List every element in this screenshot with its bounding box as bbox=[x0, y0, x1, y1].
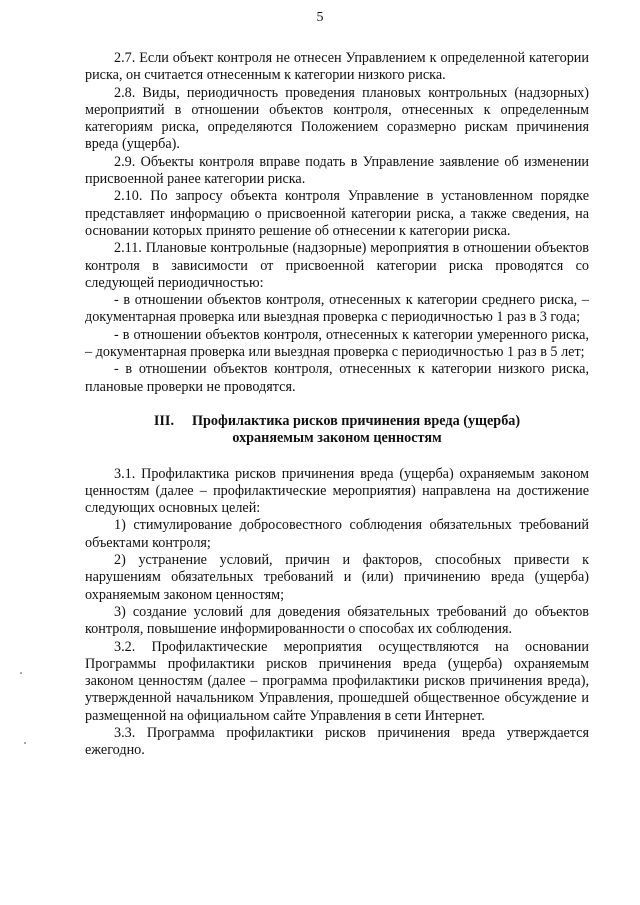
paragraph-2-7: 2.7. Если объект контроля не отнесен Управлением к определенной категории риска, он считается отнесенным к категории низкого риска. bbox=[85, 50, 589, 84]
goal-item-1: 1) стимулирование добросовестного соблюдения обязательных требований объектами контроля; bbox=[85, 517, 589, 551]
paragraph-3-3: 3.3. Программа профилактики рисков причинения вреда утверждается ежегодно. bbox=[85, 724, 589, 759]
section-title-line2: охраняемым законом ценностям bbox=[232, 430, 442, 447]
paragraph-3-1: 3.1. Профилактика рисков причинения вреда (ущерба) охраняемым законом ценностям (далее – профилактические мероприятия) направлена на достижение следующих основных целей: bbox=[85, 465, 589, 517]
document-body bbox=[85, 50, 589, 760]
bullet-moderate-risk: - в отношении объектов контроля, отнесенных к категории умеренного риска, – документарная проверка или выездная проверка с периодичностью 1 раз в 5 лет; bbox=[85, 326, 589, 361]
goal-item-2: 2) устранение условий, причин и факторов, способных привести к нарушениям обязательных требований и (или) причинению вреда (ущерба) охраняемым законом ценностям; bbox=[85, 552, 589, 603]
bullet-low-risk: - в отношении объектов контроля, отнесенных к категории низкого риска, плановые проверки не проводятся. bbox=[85, 361, 589, 395]
paragraph-2-10: 2.10. По запросу объекта контроля Управление в установленном порядке представляет информацию о присвоенной категории риска, а также сведения, на основании которых принято решение об отнесении к категории риска. bbox=[85, 188, 589, 239]
paragraph-2-11: 2.11. Плановые контрольные (надзорные) мероприятия в отношении объектов контроля в зависимости от присвоенной категории риска проводятся со следующей периодичностью: bbox=[85, 240, 589, 291]
section-heading-line1 bbox=[85, 413, 589, 430]
paragraph-2-9: 2.9. Объекты контроля вправе подать в Управление заявление об изменении присвоенной ранее категории риска. bbox=[85, 153, 589, 188]
section-number: III. bbox=[153, 412, 174, 429]
paragraph-2-8: 2.8. Виды, периодичность проведения плановых контрольных (надзорных) мероприятий в отношении объектов контроля, отнесенных к определенным категориям риска, определяются Положением соразмерно рискам причинения вреда (ущерба). bbox=[85, 84, 589, 153]
scan-speck bbox=[24, 742, 26, 744]
bullet-medium-risk: - в отношении объектов контроля, отнесенных к категории среднего риска, – документарная проверка или выездная проверка с периодичностью 1 раз в 3 года; bbox=[85, 292, 589, 326]
section-heading bbox=[85, 413, 589, 448]
page-number: 5 bbox=[316, 10, 324, 25]
paragraph-3-2: 3.2. Профилактические мероприятия осуществляются на основании Программы профилактики рисков причинения вреда (ущерба) охраняемым законом ценностям (далее – программа профилактики рисков причинения вреда), утвержденной начальником Управления, прошедшей общественное обсуждение и размещенной на официальном сайте Управления в сети Интернет. bbox=[85, 638, 589, 724]
section-title-line1: Профилактика рисков причинения вреда (ущерба) bbox=[192, 412, 521, 429]
goal-item-3: 3) создание условий для доведения обязательных требований до объектов контроля, повышение информированности о способах их соблюдения. bbox=[85, 603, 589, 638]
scan-speck bbox=[20, 672, 22, 674]
